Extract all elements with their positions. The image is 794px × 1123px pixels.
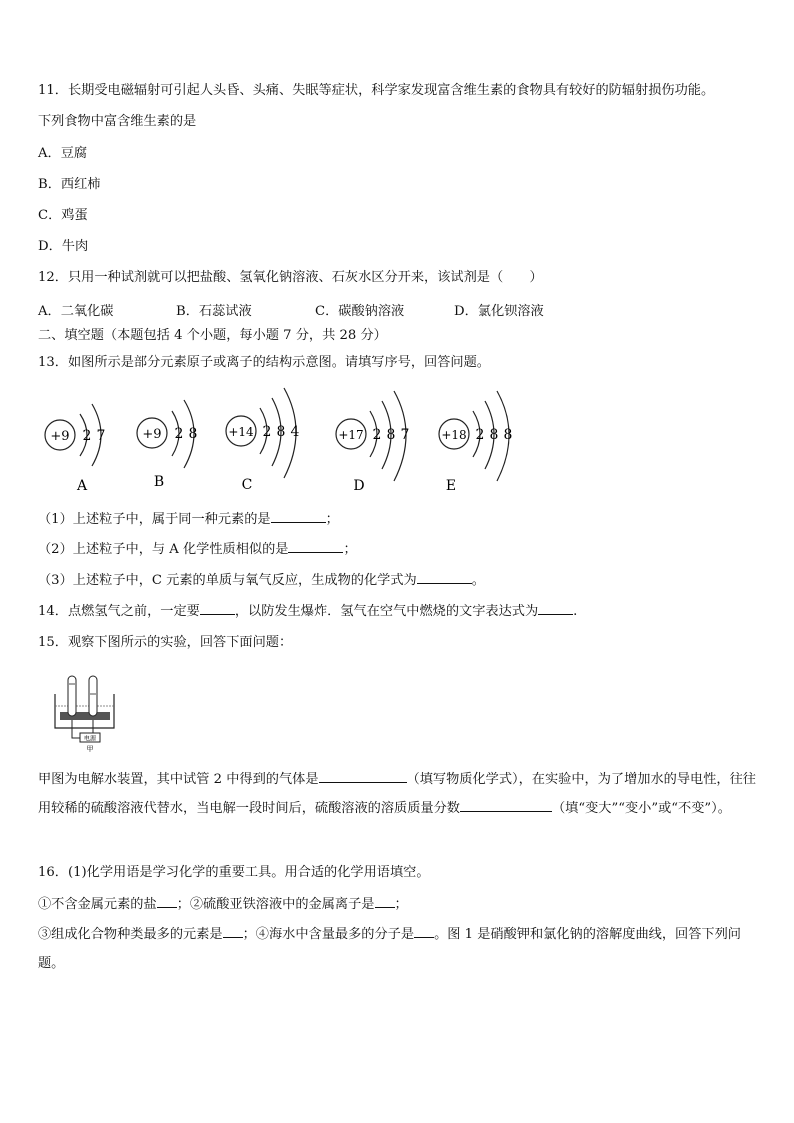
q16-line1: ①不含金属元素的盐 ；②硫酸亚铁溶液中的金属离子是 ； (38, 897, 408, 912)
q13-stem: 13．如图所示是部分元素原子或离子的结构示意图。请填写序号，回答问题。 (38, 355, 490, 370)
q16-stem: 16．(1)化学用语是学习化学的重要工具。用合适的化学用语填空。 (38, 865, 430, 880)
q16-blank-2 (375, 895, 395, 908)
atom-c-shell-1: 2 (262, 424, 272, 440)
atom-b-label: B (153, 474, 165, 490)
q11-stem-line1: 11．长期受电磁辐射可引起人头昏、头痛、失眠等症状，科学家发现富含维生素的食物具有较好的防辐射损伤功能。 (38, 83, 715, 98)
atom-d (336, 391, 409, 494)
atom-b-nucleus: +9 (142, 427, 162, 442)
q16-blank-3 (223, 925, 243, 938)
atom-c-shell-3: 4 (290, 424, 300, 440)
q12-stem: 12．只用一种试剂就可以把盐酸、氢氧化钠溶液、石灰水区分开来，该试剂是（ ） (38, 270, 543, 285)
q14-blank-2 (538, 602, 573, 615)
atom-d-shell-3: 7 (400, 427, 410, 443)
q12-option-a: A．二氧化碳 (38, 304, 114, 319)
q16-blank-1 (157, 895, 177, 908)
atom-d-nucleus: +17 (338, 428, 364, 442)
q13-sub3-blank (417, 571, 472, 584)
atom-a (45, 404, 105, 494)
q15-paragraph: 甲图为电解水装置，其中试管 2 中得到的气体是 （填写物质化学式），在实验中，为了增加水的导电性，往往用较稀的硫酸溶液代替水，当电解一段时间后，硫酸溶液的溶质质量分数 （填“变大”“变小”或“不变”）。 (38, 772, 756, 816)
q11-option-c: C．鸡蛋 (38, 208, 88, 223)
atom-d-shell-2: 8 (386, 427, 396, 443)
q13-sub3: （3）上述粒子中，C 元素的单质与氧气反应，生成物的化学式为 。 (38, 573, 485, 588)
atom-c-shell-2: 8 (276, 424, 286, 440)
atom-e-shell-3: 8 (503, 427, 513, 443)
q12-option-d: D．氯化钡溶液 (454, 304, 544, 319)
q15-blank-1 (319, 770, 407, 783)
q11-option-a: A．豆腐 (38, 146, 88, 161)
atom-a-shell-2: 7 (96, 428, 106, 444)
atom-d-shell-1: 2 (372, 427, 382, 443)
atom-b (137, 400, 197, 490)
q11-option-d: D．牛肉 (38, 239, 89, 254)
atom-e-shell-2: 8 (489, 427, 499, 443)
atom-c-nucleus: +14 (228, 425, 254, 439)
q16-blank-4 (414, 925, 434, 938)
q14-text: 14．点燃氢气之前，一定要 ，以防发生爆炸．氢气在空气中燃烧的文字表达式为 . (38, 604, 578, 619)
atom-structure-figure (38, 386, 538, 498)
q13-sub2: （2）上述粒子中，与 A 化学性质相似的是 ； (38, 542, 357, 557)
atom-d-label: D (353, 478, 365, 494)
atom-b-shell-1: 2 (174, 426, 184, 442)
q12-option-b: B．石蕊试液 (176, 304, 252, 319)
q15-blank-2 (460, 799, 552, 812)
q15-stem: 15．观察下图所示的实验，回答下面问题： (38, 635, 293, 650)
atom-e (439, 391, 512, 494)
atom-b-shell-2: 8 (188, 426, 198, 442)
q12-option-c: C．碳酸钠溶液 (315, 304, 405, 319)
q11-option-b: B．西红柿 (38, 177, 101, 192)
electrolysis-figure (50, 672, 125, 754)
power-supply-label: 电源 (83, 735, 97, 743)
q13-sub1-blank (271, 510, 326, 523)
atom-a-shell-1: 2 (82, 428, 92, 444)
atom-e-nucleus: +18 (441, 428, 467, 442)
q13-sub1: （1）上述粒子中，属于同一种元素的是 ； (38, 512, 339, 527)
atom-c-label: C (241, 477, 253, 493)
atom-a-label: A (76, 478, 88, 494)
figure-caption: 甲 (86, 745, 94, 753)
atom-c (226, 388, 300, 493)
q16-line2: ③组成化合物种类最多的元素是 ；④海水中含量最多的分子是 。图 1 是硝酸钾和氯化钠的溶解度曲线，回答下列问题。 (38, 927, 741, 971)
section-heading: 二、填空题（本题包括 4 个小题，每小题 7 分，共 28 分） (38, 328, 387, 343)
q13-sub2-blank (288, 540, 343, 553)
atom-a-nucleus: +9 (50, 429, 70, 444)
q14-blank-1 (200, 602, 235, 615)
atom-e-shell-1: 2 (475, 427, 485, 443)
atom-e-label: E (445, 478, 457, 494)
q11-stem-line2: 下列食物中富含维生素的是 (38, 114, 197, 129)
